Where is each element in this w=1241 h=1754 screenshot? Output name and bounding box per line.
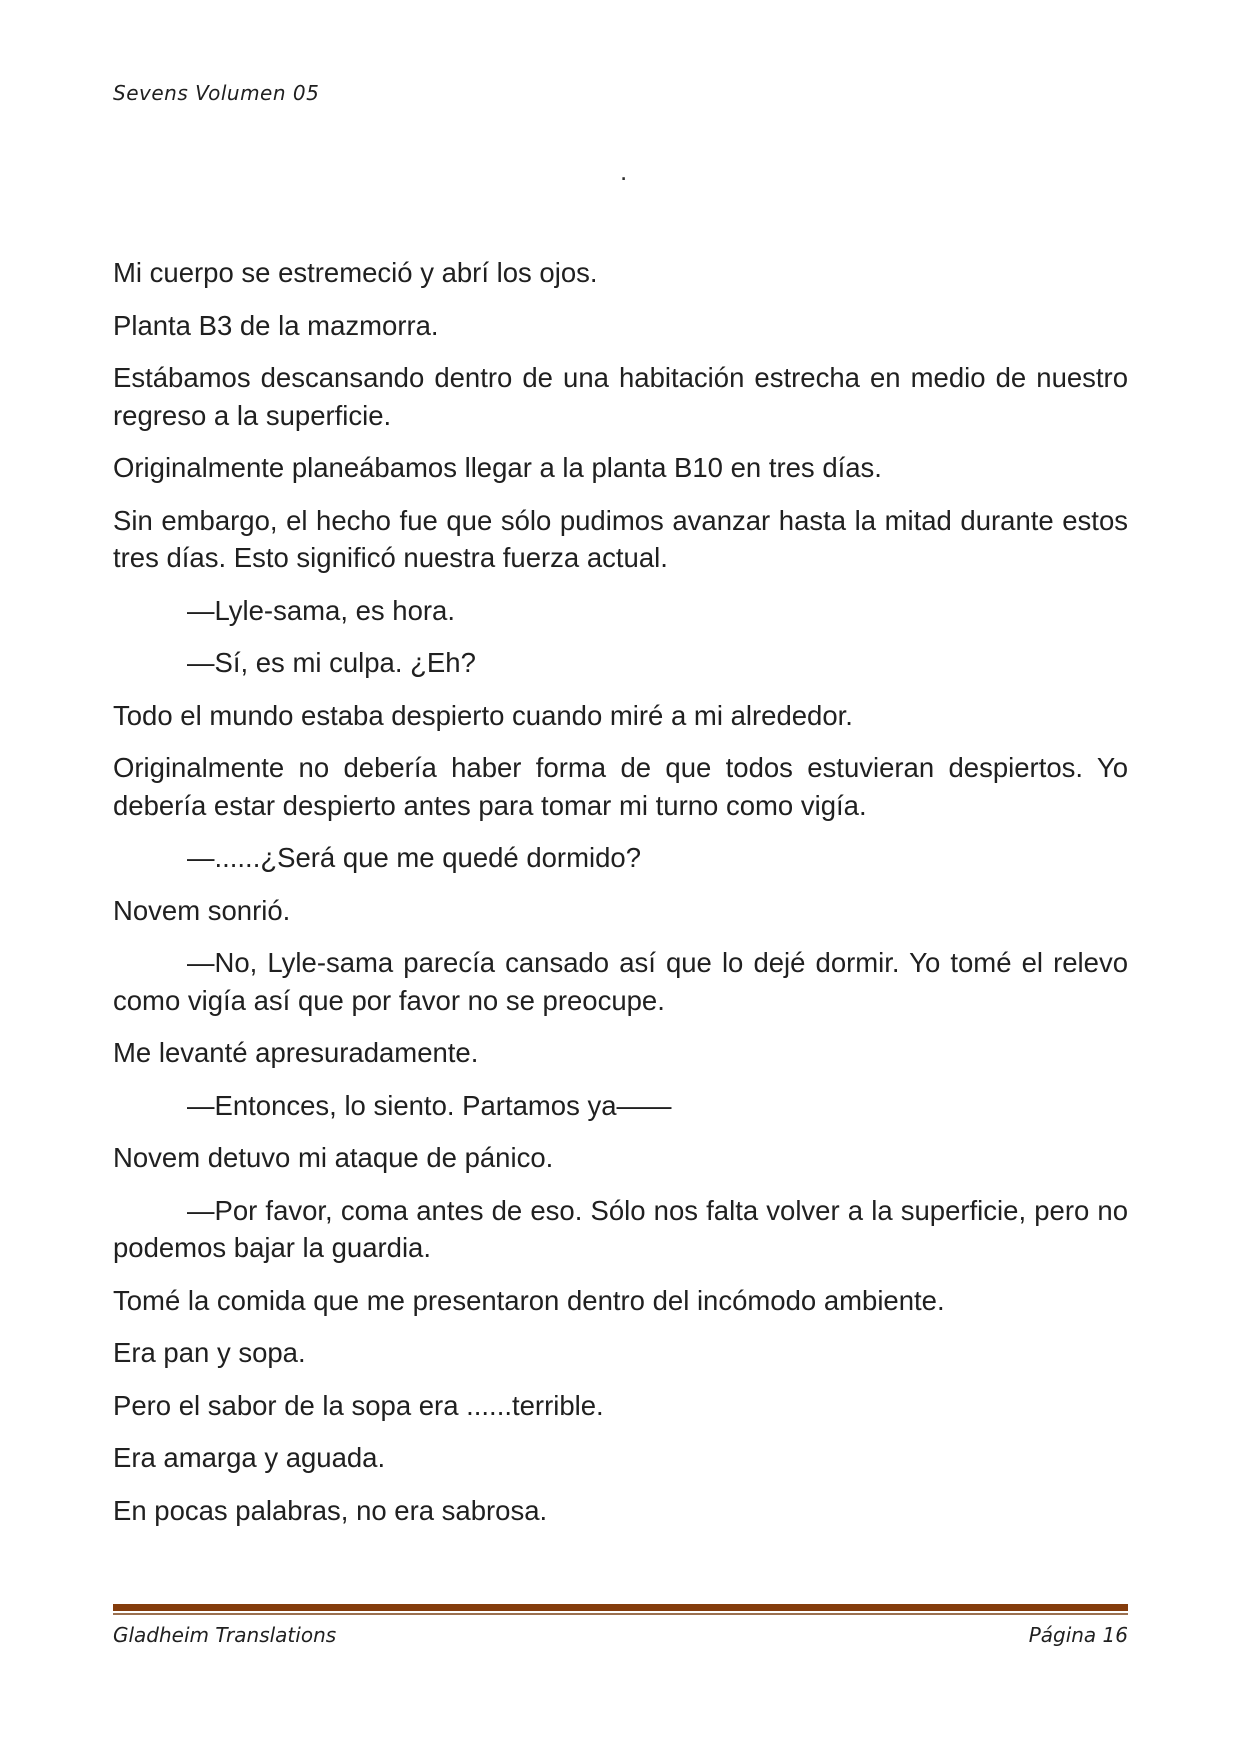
paragraph: Me levanté apresuradamente. bbox=[113, 1037, 479, 1068]
footer-rule bbox=[113, 1604, 1128, 1616]
footer-page-number: Página 16 bbox=[1028, 1623, 1128, 1647]
paragraph: Era pan y sopa. bbox=[113, 1337, 306, 1368]
paragraph: Todo el mundo estaba despierto cuando miré a mi alrededor. bbox=[113, 699, 853, 731]
footer-rule-thin-line bbox=[113, 1613, 1128, 1615]
dialogue-line: —Por favor, coma antes de eso. Sólo nos falta volver a la superficie, pero no podemos bajar la guardia. bbox=[113, 1194, 1128, 1263]
section-separator-dot: . bbox=[620, 156, 628, 186]
paragraph: Estábamos descansando dentro de una habitación estrecha en medio de nuestro regreso a la superficie. bbox=[113, 362, 1128, 431]
paragraph: Tomé la comida que me presentaron dentro del incómodo ambiente. bbox=[113, 1284, 945, 1316]
paragraph: Sin embargo, el hecho fue que sólo pudimos avanzar hasta la mitad durante estos tres días. Esto significó nuestra fuerza actual. bbox=[113, 504, 1128, 573]
paragraph: Originalmente no debería haber forma de que todos estuvieran despiertos. Yo debería estar despierto antes para tomar mi turno como vigía. bbox=[113, 752, 1128, 821]
dialogue-line: —......¿Será que me quedé dormido? bbox=[187, 842, 641, 873]
paragraph: En pocas palabras, no era sabrosa. bbox=[113, 1494, 548, 1526]
dialogue-line: —Lyle-sama, es hora. bbox=[187, 594, 455, 626]
paragraph: Pero el sabor de la sopa era ......terrible. bbox=[113, 1389, 604, 1421]
footer-rule-thick-line bbox=[113, 1604, 1128, 1611]
dialogue-line: —Sí, es mi culpa. ¿Eh? bbox=[187, 647, 476, 678]
dialogue-line: —Entonces, lo siento. Partamos ya—— bbox=[187, 1089, 672, 1121]
dialogue-line: —No, Lyle-sama parecía cansado así que lo dejé dormir. Yo tomé el relevo como vigía así que por favor no se preocupe. bbox=[113, 947, 1128, 1016]
paragraph: Era amarga y aguada. bbox=[113, 1442, 386, 1473]
paragraph: Novem sonrió. bbox=[113, 894, 291, 926]
paragraph: Originalmente planeábamos llegar a la planta B10 en tres días. bbox=[113, 452, 882, 483]
paragraph: Mi cuerpo se estremeció y abrí los ojos. bbox=[113, 257, 598, 288]
paragraph: Novem detuvo mi ataque de pánico. bbox=[113, 1142, 554, 1173]
running-header: Sevens Volumen 05 bbox=[113, 81, 320, 105]
footer-publisher: Gladheim Translations bbox=[113, 1623, 337, 1647]
body-text bbox=[113, 254, 1128, 1544]
paragraph: Planta B3 de la mazmorra. bbox=[113, 309, 439, 341]
